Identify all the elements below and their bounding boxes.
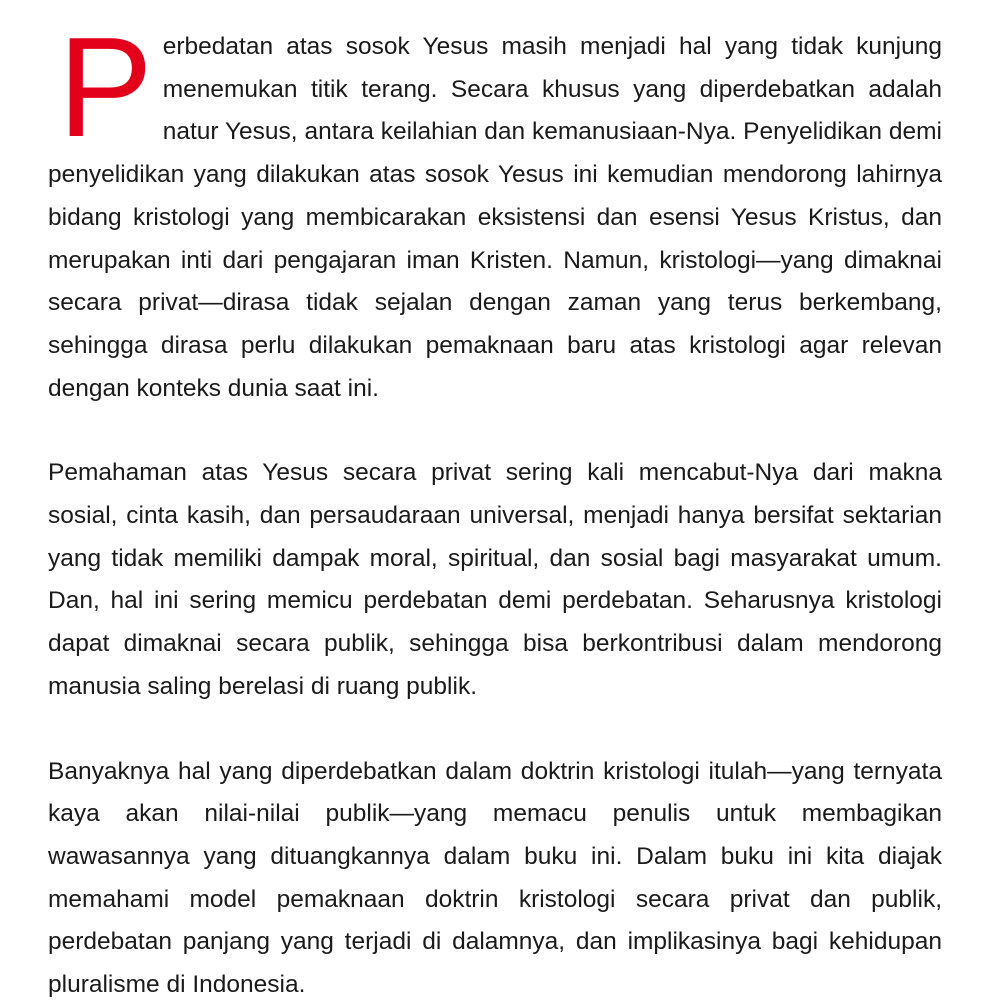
drop-cap: P bbox=[58, 8, 153, 167]
paragraph-1 bbox=[48, 8, 942, 410]
paragraph-3: Banyaknya hal yang diperdebatkan dalam doktrin kristologi itulah—yang ternyata kaya akan nilai-nilai publik—yang memacu penulis untuk membagikan wawasannya yang dituangkannya dalam buku ini. Dalam buku ini kita diajak memahami model pemaknaan doktrin kristologi secara privat dan publik, perdebatan panjang yang terjadi di dalamnya, dan implikasinya bagi kehidupan pluralisme di Indonesia. bbox=[48, 757, 942, 999]
paragraph-2: Pemahaman atas Yesus secara privat sering kali mencabut-Nya dari makna sosial, cinta kasih, dan persaudaraan universal, menjadi hanya bersifat sektarian yang tidak memiliki dampak moral, spiritual, dan sosial bagi masyarakat umum. Dan, hal ini sering memicu perdebatan demi perdebatan. Seharusnya kristologi dapat dimaknai secara publik, sehingga bisa berkontribusi dalam mendorong manusia saling berelasi di ruang publik. bbox=[48, 459, 942, 700]
paragraph-1-text: erbedatan atas sosok Yesus masih menjadi hal yang tidak kunjung menemukan titik terang. Secara khusus yang diperdebatkan adalah natur Yesus, antara keilahian dan kemanusiaan-Nya. Penyelidikan demi penyelidikan yang dilakukan atas sosok Yesus ini kemudian mendorong lahirnya bidang kristologi yang membicarakan eksistensi dan esensi Yesus Kristus, dan merupakan inti dari pengajaran iman Kristen. Namun, kristologi—yang dimaknai secara privat—dirasa tidak sejalan dengan zaman yang terus berkembang, sehingga dirasa perlu dilakukan pemaknaan baru atas kristologi agar relevan dengan konteks dunia saat ini. bbox=[48, 33, 942, 402]
